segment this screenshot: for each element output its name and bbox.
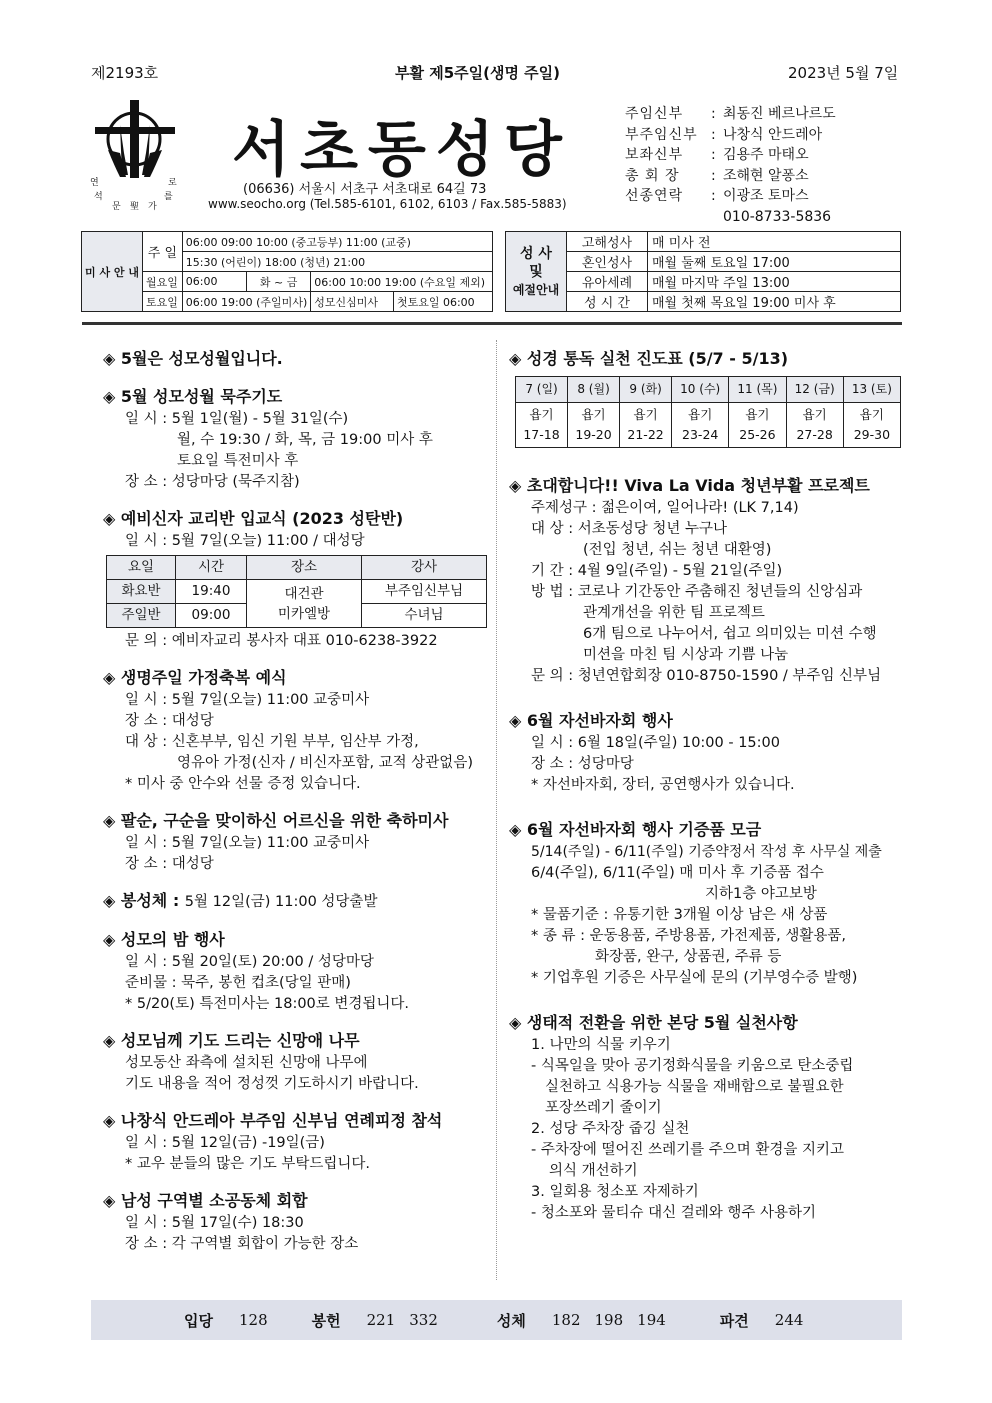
staff-row: 주임신부 : 최동진 베르나르도 xyxy=(625,104,836,125)
church-name: 서초동성당 xyxy=(232,115,572,185)
notice-line: - 식목일을 맞아 공기정화식물을 키움으로 탄소중립 xyxy=(531,1058,854,1074)
reading-chapters: 23-24 xyxy=(682,427,719,442)
sacrament-time: 매 미사 전 xyxy=(648,232,901,252)
section-heading: ◈ 생명주일 가정축복 예식 xyxy=(103,668,287,687)
hymn-number: 221 xyxy=(366,1311,396,1329)
logo-letter: 가 xyxy=(148,202,157,212)
notice-line: * 기업후원 기증은 사무실에 문의 (기부영수증 발행) xyxy=(531,970,858,986)
logo-letter: 문 xyxy=(112,202,121,212)
staff-role: 총 회 장 xyxy=(625,167,680,184)
hymn-number: 128 xyxy=(238,1311,268,1329)
weekday-label: 화 ~ 금 xyxy=(246,272,310,292)
staff-row: 보좌신부 : 김용주 마태오 xyxy=(625,145,836,166)
reading-day: 13 (토) xyxy=(843,377,900,403)
reading-chapters: 25-26 xyxy=(739,427,776,442)
notice-line: 일 시 : 5월 12일(금) -19일(금) xyxy=(125,1135,325,1151)
staff-row: 선종연락 : 이광조 토마스 xyxy=(625,186,836,207)
table-cell: 주일반 xyxy=(107,604,176,628)
notice-line: * 미사 중 안수와 선물 증정 있습니다. xyxy=(125,776,361,792)
staff-name: 조해현 알퐁소 xyxy=(723,167,809,184)
section-heading: ◈ 6월 자선바자회 행사 기증품 모금 xyxy=(509,820,762,839)
logo-letter: 로 xyxy=(168,178,177,188)
staff-name: 나창식 안드레아 xyxy=(723,126,823,143)
table-cell: 부주임신부님 xyxy=(362,580,487,604)
notice-line: (전입 청년, 쉬는 청년 대환영) xyxy=(583,542,772,558)
church-address: (06636) 서울시 서초구 서초대로 64길 73 xyxy=(243,182,487,197)
sacrament-name: 유아세례 xyxy=(567,272,648,292)
section-heading: ◈ 남성 구역별 소공동체 회합 xyxy=(103,1191,308,1210)
notice-line: 준비물 : 묵주, 봉헌 컵초(당일 판매) xyxy=(125,975,351,991)
staff-role: 부주임신부 xyxy=(625,126,698,143)
notice-line: 2. 성당 주차장 줍깅 실천 xyxy=(531,1121,690,1137)
logo-letter: 석 xyxy=(94,192,103,202)
staff-name: 김용주 마태오 xyxy=(723,147,809,163)
mass-label: 미 사 안 내 xyxy=(82,232,143,312)
church-logo xyxy=(80,95,190,215)
notice-line: 6개 팀으로 나누어서, 쉽고 의미있는 미션 수행 xyxy=(583,626,877,642)
reading-book: 욥기 xyxy=(581,407,606,422)
notice-line: - 청소포와 물티슈 대신 걸레와 행주 사용하기 xyxy=(531,1205,817,1221)
logo-letter: 聖 xyxy=(130,202,140,212)
reading-book: 욥기 xyxy=(688,407,713,422)
reading-book: 욥기 xyxy=(745,407,770,422)
section-heading: ◈ 6월 자선바자회 행사 xyxy=(509,711,673,730)
place-line: 대건관 xyxy=(284,585,324,602)
reading-chapters: 21-22 xyxy=(627,427,664,442)
table-header: 시간 xyxy=(176,556,247,580)
notice-line: * 자선바자회, 장터, 공연행사가 있습니다. xyxy=(531,777,795,793)
notice-line: * 교우 분들의 많은 기도 부탁드립니다. xyxy=(125,1156,371,1172)
reading-cell xyxy=(786,403,843,448)
section-heading: ◈ 나창식 안드레아 부주임 신부님 연례피정 참석 xyxy=(103,1111,443,1130)
section-heading: ◈ 5월은 성모성월입니다. xyxy=(103,349,283,368)
table-cell: 화요반 xyxy=(107,580,176,604)
notice-line: 기도 내용을 적어 정성껏 기도하시기 바랍니다. xyxy=(125,1076,419,1092)
reading-chapters: 19-20 xyxy=(575,427,612,442)
notice-line: 일 시 : 5월 20일(토) 20:00 / 성당마당 xyxy=(125,954,374,970)
notice-line: * 5/20(토) 특전미사는 18:00로 변경됩니다. xyxy=(125,996,410,1012)
saturday-label: 토요일 xyxy=(143,292,183,312)
hymn-communion-label: 성체 xyxy=(496,1311,526,1330)
notice-line: 일 시 : 6월 18일(주일) 10:00 - 15:00 xyxy=(531,735,780,751)
sacraments-table xyxy=(505,231,901,312)
reading-day: 12 (금) xyxy=(786,377,843,403)
notice-line: * 물품기준 : 유통기한 3개월 이상 남은 새 상품 xyxy=(531,907,828,923)
sacraments-label-3: 예절안내 xyxy=(512,282,560,297)
notice-line: 일 시 : 5월 7일(오늘) 11:00 / 대성당 xyxy=(125,533,365,549)
reading-cell xyxy=(620,403,672,448)
section-heading: ◈ 성모의 밤 행사 xyxy=(103,930,225,949)
sacrament-time: 매월 마지막 주일 13:00 xyxy=(648,272,901,292)
hymn-recessional-label: 파견 xyxy=(719,1311,749,1330)
notice-line: 미션을 마친 팀 시상과 기쁨 나눔 xyxy=(583,647,789,663)
reading-book: 욥기 xyxy=(633,407,658,422)
notice-line: 장 소 : 성당마당 (묵주지참) xyxy=(125,474,300,490)
table-cell: 19:40 xyxy=(176,580,247,604)
reading-chapters: 27-28 xyxy=(796,427,833,442)
reading-day: 10 (수) xyxy=(672,377,729,403)
section-heading: ◈ 성모님께 기도 드리는 신망애 나무 xyxy=(103,1031,360,1050)
hymn-number: 332 xyxy=(409,1311,438,1329)
liturgical-title: 부활 제5주일(생명 주일) xyxy=(395,64,561,82)
reading-book: 욥기 xyxy=(802,407,827,422)
header-divider xyxy=(82,322,902,325)
hymn-number: 182 xyxy=(551,1311,581,1329)
notice-line: 3. 일회용 청소포 자제하기 xyxy=(531,1184,699,1200)
catechumen-table xyxy=(106,555,487,628)
notice-line: 5/14(주일) - 6/11(주일) 기증약정서 작성 후 사무실 제출 xyxy=(531,844,882,860)
reading-chapters: 17-18 xyxy=(523,427,560,442)
notice-line: 관계개선을 위한 팀 프로젝트 xyxy=(583,605,765,621)
staff-name: 010-8733-5836 xyxy=(723,208,832,225)
hymn-number: 244 xyxy=(774,1311,804,1329)
staff-row: 부주임신부 : 나창식 안드레아 xyxy=(625,125,836,146)
notice-line: 토요일 특전미사 후 xyxy=(177,453,299,469)
monday-label: 월요일 xyxy=(143,272,183,292)
table-cell-place xyxy=(247,580,362,628)
staff-role: 주임신부 xyxy=(625,106,684,122)
notice-line: 주제성구 : 젊은이여, 일어나라! (LK 7,14) xyxy=(531,500,799,516)
table-cell: 09:00 xyxy=(176,604,247,628)
reading-book: 욥기 xyxy=(529,407,554,422)
section-heading: ◈ 5월 성모성월 묵주기도 xyxy=(103,387,283,406)
hymn-footer xyxy=(91,1300,902,1340)
sunday-label: 주 일 xyxy=(143,232,183,272)
staff-row: 총 회 장 : 조해현 알퐁소 xyxy=(625,166,836,187)
section-heading: ◈ 성경 통독 실천 진도표 (5/7 - 5/13) xyxy=(509,349,789,368)
reading-cell xyxy=(672,403,729,448)
sacrament-name: 성 시 간 xyxy=(567,292,648,312)
left-column xyxy=(103,347,493,1255)
church-contact: www.seocho.org (Tel.585-6101, 6102, 6103 / Fax.585-5883) xyxy=(208,197,567,211)
sunday-times-2: 15:30 (어린이) 18:00 (청년) 21:00 xyxy=(182,252,492,272)
saturday-marian: 성모신심미사 xyxy=(311,292,394,312)
notice-line: 일 시 : 5월 17일(수) 18:30 xyxy=(125,1215,304,1231)
sacrament-name: 고해성사 xyxy=(567,232,648,252)
notice-line: 장 소 : 대성당 xyxy=(125,856,214,872)
notice-line: 5월 12일(금) 11:00 성당출발 xyxy=(184,894,378,910)
notice-line: 화장품, 완구, 상품권, 주류 등 xyxy=(595,949,782,965)
monday-times: 06:00 xyxy=(182,272,246,292)
reading-day: 8 (월) xyxy=(568,377,620,403)
right-column xyxy=(509,347,901,1224)
notice-line: 방 법 : 코로나 기간동안 주춤해진 청년들의 신앙심과 xyxy=(531,584,863,600)
sunday-times-1: 06:00 09:00 10:00 (중고등부) 11:00 (교중) xyxy=(182,232,492,252)
staff-role: 선종연락 xyxy=(625,188,684,204)
sacrament-time: 매월 둘째 토요일 17:00 xyxy=(648,252,901,272)
notice-line: 영유아 가정(신자 / 비신자포함, 교적 상관없음) xyxy=(177,755,473,771)
sacrament-time: 매월 첫째 목요일 19:00 미사 후 xyxy=(648,292,901,312)
section-heading: ◈ 봉성체 : xyxy=(103,891,180,910)
notice-line: 포장쓰레기 줄이기 xyxy=(545,1100,662,1116)
table-header: 장소 xyxy=(247,556,362,580)
section-heading: ◈ 팔순, 구순을 맞이하신 어르신을 위한 축하미사 xyxy=(103,811,449,830)
sacraments-label-2: 및 xyxy=(529,263,543,280)
notice-line: 대 상 : 서초동성당 청년 누구나 xyxy=(531,521,728,537)
notice-line: 장 소 : 대성당 xyxy=(125,713,214,729)
notice-line: 월, 수 19:30 / 화, 목, 금 19:00 미사 후 xyxy=(177,432,433,448)
staff-name: 이광조 토마스 xyxy=(723,188,809,204)
staff-row xyxy=(625,207,836,228)
reading-book: 욥기 xyxy=(859,407,884,422)
reading-day: 7 (일) xyxy=(516,377,568,403)
logo-letter: 연 xyxy=(90,178,99,188)
hymn-number: 198 xyxy=(594,1311,624,1329)
notice-line: 실천하고 식용가능 식물을 재배함으로 불필요한 xyxy=(545,1079,844,1095)
logo-letter: 를 xyxy=(164,192,173,202)
notice-line: * 종 류 : 운동용품, 주방용품, 가전제품, 생활용품, xyxy=(531,928,846,944)
notice-line: 문 의 : 청년연합회장 010-8750-1590 / 부주임 신부님 xyxy=(531,668,882,684)
notice-line: 문 의 : 예비자교리 봉사자 대표 010-6238-3922 xyxy=(125,633,438,649)
notice-line: 대 상 : 신혼부부, 임신 기원 부부, 임산부 가정, xyxy=(125,734,419,750)
reading-day: 11 (목) xyxy=(729,377,786,403)
notice-line: 지하1층 야고보방 xyxy=(705,886,817,902)
notice-line: 1. 나만의 식물 키우기 xyxy=(531,1037,671,1053)
notice-line: 기 간 : 4월 9일(주일) - 5월 21일(주일) xyxy=(531,563,783,579)
sacrament-name: 혼인성사 xyxy=(567,252,648,272)
reading-cell xyxy=(516,403,568,448)
issue-date: 2023년 5월 7일 xyxy=(788,64,899,82)
table-header: 강사 xyxy=(362,556,487,580)
place-line: 미카엘방 xyxy=(277,605,331,622)
notice-line: 장 소 : 성당마당 xyxy=(531,756,634,772)
mass-schedule-table xyxy=(81,231,493,312)
notice-line: 일 시 : 5월 1일(월) - 5월 31일(수) xyxy=(125,411,349,427)
hymn-number: 194 xyxy=(637,1311,666,1329)
notice-line: 6/4(주일), 6/11(주일) 매 미사 후 기증품 접수 xyxy=(531,865,824,881)
saturday-first: 첫토요일 06:00 xyxy=(393,292,492,312)
section-heading: ◈ 예비신자 교리반 입교식 (2023 성탄반) xyxy=(103,509,404,528)
notice-line: 장 소 : 각 구역별 회합이 가능한 장소 xyxy=(125,1236,359,1252)
notice-line: - 주차장에 떨어진 쓰레기를 주으며 환경을 지키고 xyxy=(531,1142,845,1158)
table-header: 요일 xyxy=(107,556,176,580)
sacraments-label xyxy=(506,232,567,312)
notice-line: 일 시 : 5월 7일(오늘) 11:00 교중미사 xyxy=(125,692,370,708)
hymn-offertory-label: 봉헌 xyxy=(311,1311,341,1330)
table-cell: 수녀님 xyxy=(362,604,487,628)
reading-cell xyxy=(843,403,900,448)
staff-role: 보좌신부 xyxy=(625,147,684,163)
weekday-times: 06:00 10:00 19:00 (수요일 제외) xyxy=(311,272,493,292)
reading-day: 9 (화) xyxy=(620,377,672,403)
sacraments-label-1: 성 사 xyxy=(520,245,552,262)
reading-cell xyxy=(568,403,620,448)
staff-list xyxy=(625,104,836,227)
notice-line: 일 시 : 5월 7일(오늘) 11:00 교중미사 xyxy=(125,835,370,851)
staff-role xyxy=(625,207,711,228)
reading-cell xyxy=(729,403,786,448)
saturday-times: 06:00 19:00 (주일미사) xyxy=(182,292,310,312)
hymn-entrance-label: 입당 xyxy=(184,1311,213,1330)
staff-name: 최동진 베르나르도 xyxy=(723,106,836,122)
section-heading: ◈ 초대합니다!! Viva La Vida 청년부활 프로젝트 xyxy=(509,476,870,495)
notice-line: 성모동산 좌측에 설치된 신망애 나무에 xyxy=(125,1055,368,1071)
section-heading: ◈ 생태적 전환을 위한 본당 5월 실천사항 xyxy=(509,1013,798,1032)
bible-reading-table xyxy=(515,376,901,448)
reading-chapters: 29-30 xyxy=(853,427,891,442)
column-divider xyxy=(496,340,498,1280)
notice-line: 의식 개선하기 xyxy=(549,1163,638,1179)
issue-number: 제2193호 xyxy=(91,64,159,82)
section-heading-inline xyxy=(103,889,493,914)
